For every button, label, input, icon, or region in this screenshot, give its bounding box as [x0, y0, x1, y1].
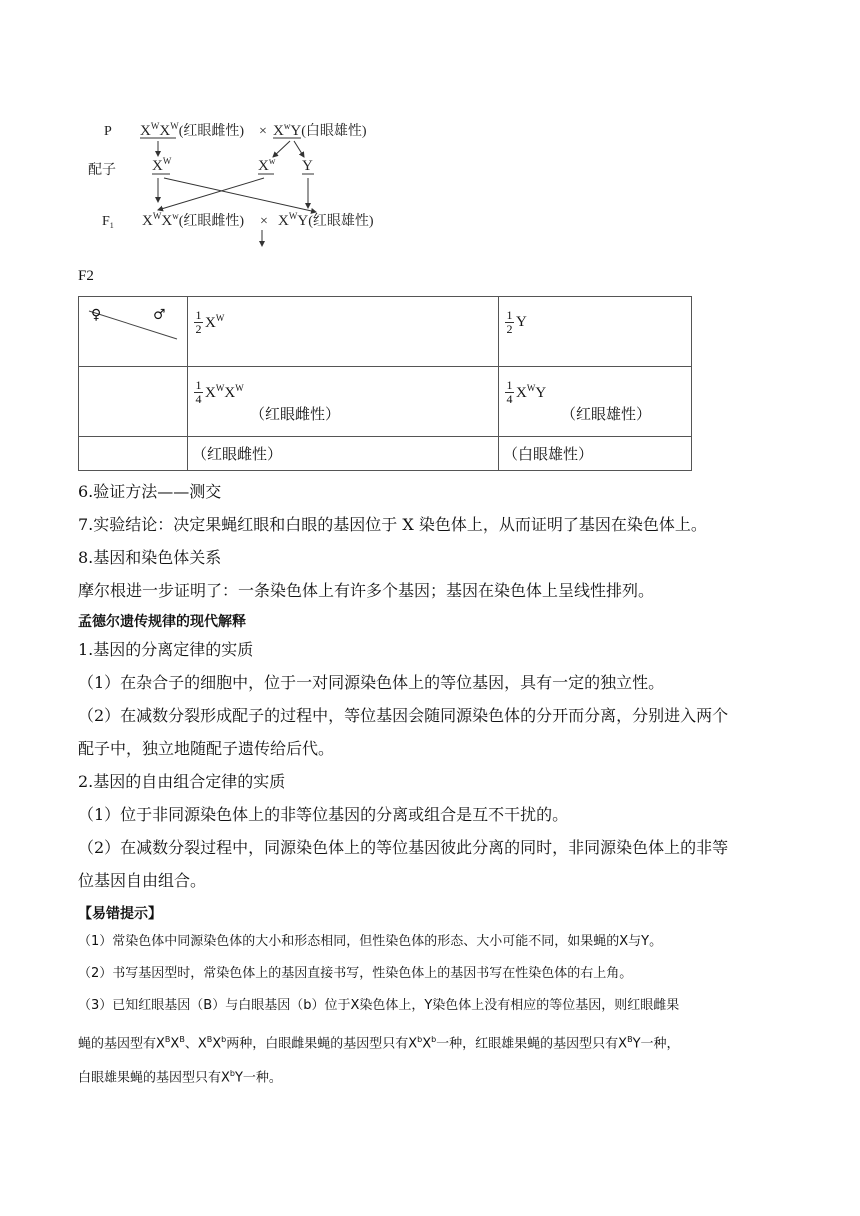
- s2-point-2a: （2）在减数分裂过程中，同源染色体上的等位基因彼此分离的同时，非同源染色体上的非等: [78, 838, 729, 857]
- p-female-genotype: $X^WX^W$(红眼雌性): [140, 121, 245, 139]
- s1-point-2a: （2）在减数分裂形成配子的过程中，等位基因会随同源染色体的分开而分离，分别进入两个: [78, 706, 729, 725]
- female-symbol: ♀: [91, 307, 102, 323]
- sub-heading-2: 2.基因的自由组合定律的实质: [78, 772, 286, 791]
- tip-3a: （3）已知红眼基因（B）与白眼基因（b）位于X染色体上，Y染色体上没有相应的等位基因，则红眼雌果: [78, 998, 680, 1013]
- cell-xwxw: $\frac{1}{4}$ $X^WX^W$ （红眼雌性）: [188, 367, 499, 437]
- tip-3c: 白眼雄果蝇的基因型只有$X^bY$一种。: [78, 1069, 282, 1086]
- tip-2: （2）书写基因型时，常染色体上的基因直接书写，性染色体上的基因书写在性染色体的右上角。: [78, 966, 633, 981]
- row-female-header: [79, 367, 188, 437]
- item-6: 6.验证方法——测交: [78, 482, 222, 501]
- cross-symbol: ×: [259, 124, 267, 139]
- morgan-statement: 摩尔根进一步证明了：一条染色体上有许多个基因；基因在染色体上呈线性排列。: [78, 581, 655, 600]
- corner-cell: [79, 297, 188, 367]
- gamete-xw-female: $X^W$: [152, 156, 172, 174]
- cell-red-female: （红眼雌性）: [188, 437, 499, 471]
- s2-point-1: （1）位于非同源染色体上的非等位基因的分离或组合是互不干扰的。: [78, 805, 569, 824]
- row-empty: [79, 437, 188, 471]
- header-male-xw: $\frac{1}{2}$ $X^W$: [188, 297, 499, 367]
- header-male-y: $\frac{1}{2}$ Y: [499, 297, 692, 367]
- f1-male-genotype: $X^WY$(红眼雄性): [278, 211, 374, 229]
- f1-label: $F_1$: [102, 214, 114, 230]
- fraction: $\frac{1}{2}$: [506, 308, 513, 336]
- item-7: 7.实验结论：决定果蝇红眼和白眼的基因位于 X 染色体上，从而证明了基因在染色体上。: [78, 515, 707, 534]
- f1-cross-symbol: ×: [260, 214, 268, 229]
- tip-heading: 【易错提示】: [78, 906, 162, 922]
- cross-diagram: [78, 112, 398, 252]
- cell-note: （红眼雌性）: [250, 405, 341, 423]
- fraction: $\frac{1}{2}$: [195, 308, 202, 336]
- gamete-label: 配子: [88, 163, 116, 178]
- gamete-y: Y: [302, 158, 313, 174]
- cell-note: （红眼雄性）: [561, 405, 652, 423]
- section-heading: 孟德尔遗传规律的现代解释: [78, 614, 246, 630]
- sub-heading-1: 1.基因的分离定律的实质: [78, 640, 254, 659]
- f1-female-genotype: $X^WX^w$(红眼雌性): [142, 211, 245, 229]
- p-label: P: [104, 124, 112, 139]
- male-symbol: ♂: [153, 307, 166, 323]
- f2-label: F2: [78, 268, 94, 284]
- item-8: 8.基因和染色体关系: [78, 548, 222, 567]
- punnett-table: [78, 296, 692, 471]
- tip-1: （1）常染色体中同源染色体的大小和形态相同，但性染色体的形态、大小可能不同，如果蝇的X与Y。: [78, 934, 663, 949]
- s1-point-1: （1）在杂合子的细胞中，位于一对同源染色体上的等位基因，具有一定的独立性。: [78, 673, 665, 692]
- tip-3b: 蝇的基因型有$X^BX^B$、$X^BX^b$两种，白眼雌果蝇的基因型只有$X^bX^b$一种，红眼雄果蝇的基因型只有$X^BY$一种，: [78, 1035, 680, 1052]
- p-male-genotype: $X^wY$(白眼雄性): [273, 121, 367, 139]
- s1-point-2b: 配子中，独立地随配子遗传给后代。: [78, 739, 335, 758]
- s2-point-2b: 位基因自由组合。: [78, 871, 207, 890]
- gamete-xw-male: $X^w$: [258, 156, 276, 174]
- cell-white-male: （白眼雄性）: [499, 437, 692, 471]
- cell-xwy: $\frac{1}{4}$ $X^WY$ （红眼雄性）: [499, 367, 692, 437]
